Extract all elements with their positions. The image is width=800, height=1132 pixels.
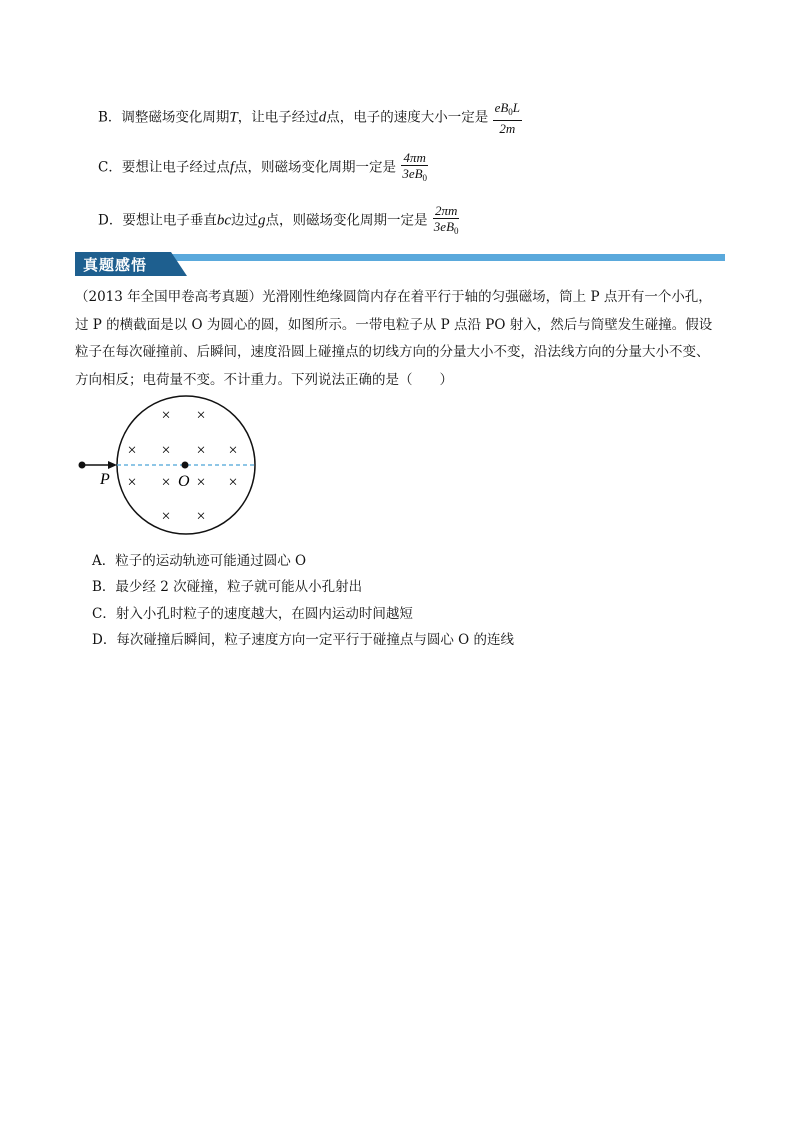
option-text: 要想让电子经过点 [121, 159, 230, 176]
section-banner [75, 252, 725, 276]
fraction-denominator: 3eB [402, 166, 423, 181]
option-b [98, 100, 522, 136]
question-text [75, 284, 735, 394]
variable: bc [216, 212, 231, 229]
fraction [400, 150, 429, 186]
variable: T [229, 109, 238, 126]
label-p: P [100, 471, 110, 488]
option-text: 点，电子的速度大小一定是 [326, 109, 489, 126]
option-letter: C． [98, 159, 122, 176]
option-text: 要想让电子垂直 [122, 212, 217, 229]
question-line: 方向相反；电荷量不变。不计重力。下列说法正确的是（ ） [75, 371, 453, 388]
question-line: 粒子在每次碰撞前、后瞬间，速度沿圆上碰撞点的切线方向的分量大小不变，沿法线方向的分量大小不变、 [75, 344, 710, 360]
field-mark: × [228, 474, 238, 491]
question-line: 过 P 的横截面是以 O 为圆心的圆，如图所示。一带电粒子从 P 点沿 PO 射入，然后与筒壁发生碰撞。假设 [75, 316, 713, 333]
choice-d: D．每次碰撞后瞬间，粒子速度方向一定平行于碰撞点与圆心 O 的连线 [92, 632, 514, 648]
field-mark: × [196, 474, 206, 491]
variable: d [318, 109, 327, 126]
fraction [432, 203, 461, 239]
fraction-numerator: 4πm [403, 150, 426, 165]
center-dot [182, 462, 189, 469]
field-mark: × [228, 442, 238, 459]
fraction [493, 100, 522, 136]
subscript: 0 [454, 226, 459, 236]
field-mark: × [196, 407, 206, 424]
choice-c: C．射入小孔时粒子的速度越大，在圆内运动时间越短 [92, 606, 413, 622]
variable: f [229, 159, 235, 176]
section-title: 真题感悟 [83, 256, 148, 274]
option-d [98, 203, 461, 239]
option-letter: D． [98, 212, 123, 229]
field-mark: × [161, 474, 171, 491]
choice-b: B．最少经 2 次碰撞，粒子就可能从小孔射出 [92, 579, 363, 595]
fraction-denominator: 2m [499, 121, 516, 136]
choice-a: A．粒子的运动轨迹可能通过圆心 O [92, 553, 307, 569]
variable: g [258, 212, 266, 229]
cylinder-figure [70, 390, 270, 540]
field-mark: × [196, 442, 206, 459]
subscript: 0 [422, 173, 428, 183]
option-c [98, 150, 429, 186]
particle-dot [79, 462, 86, 469]
option-text: 调整磁场变化周期 [121, 109, 230, 126]
subscript: 0 [508, 107, 513, 117]
field-mark: × [127, 474, 137, 491]
fraction-numerator: 2πm [434, 203, 458, 218]
option-text: ，让电子经过 [237, 109, 319, 126]
field-mark: × [161, 407, 171, 424]
fraction-numerator: eB [494, 100, 509, 115]
label-o: O [178, 473, 190, 490]
option-text: 点，则磁场变化周期一定是 [234, 159, 397, 176]
field-mark: × [127, 442, 137, 459]
option-text: 边过 [231, 212, 258, 229]
question-line: （2013 年全国甲卷高考真题）光滑刚性绝缘圆筒内存在着平行于轴的匀强磁场，筒上 P 点开有一个小孔， [75, 289, 712, 305]
option-text: 点，则磁场变化周期一定是 [265, 212, 428, 229]
option-letter: B． [98, 109, 122, 126]
fraction-denominator: 3eB [433, 219, 455, 234]
arrow-icon [108, 461, 117, 469]
field-mark: × [161, 508, 171, 525]
field-mark: × [196, 508, 206, 525]
fraction-numerator-tail: L [512, 100, 521, 115]
field-mark: × [161, 442, 171, 459]
